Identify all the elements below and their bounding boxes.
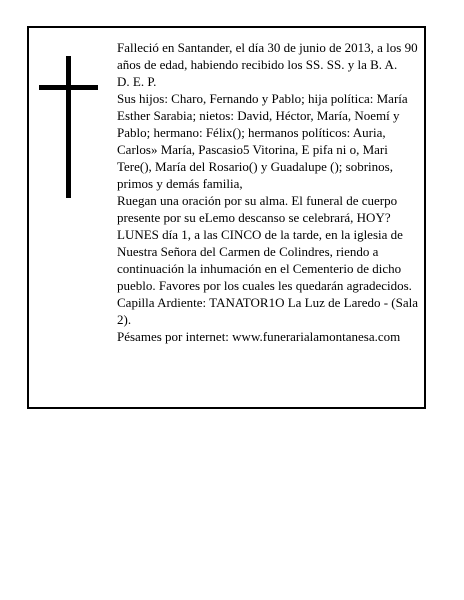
rip-line: D. E. P.	[117, 74, 157, 89]
death-announcement: Falleció en Santander, el día 30 de junio de 2013, a los 90 años de edad, habiendo recibido los SS. SS. y la B. A.	[117, 40, 418, 72]
obituary-notice	[27, 26, 426, 409]
cross-vertical-bar	[66, 56, 71, 198]
family-list: Sus hijos: Charo, Fernando y Pablo; hija política: María Esther Sarabia; nietos: David, Héctor, María, Noemí y Pablo; hermano: Félix(); hermanos políticos: Auria, Carlos» María, Pascasio5 Vitorina, E pifa ni o, Mari Tere(), María del Rosario() y Guadalupe (); sobrinos, primos y demás familia,	[117, 91, 408, 191]
obituary-text	[117, 39, 419, 345]
cross-horizontal-bar	[39, 85, 98, 90]
condolences-website: Pésames por internet: www.funerarialamontanesa.com	[117, 329, 401, 344]
funeral-details: Ruegan una oración por su alma. El funeral de cuerpo presente por su eLemo descanso se celebrará, HOY? LUNES día 1, a las CINCO de la tarde, en la iglesia de Nuestra Señora del Carmen de Colindres, riendo a continuación la inhumación en el Cementerio de dicho pueblo. Favores por los cuales les quedarán agradecidos. Capilla Ardiente: TANATOR1O La Luz de Laredo - (Sala 2).	[117, 193, 419, 327]
